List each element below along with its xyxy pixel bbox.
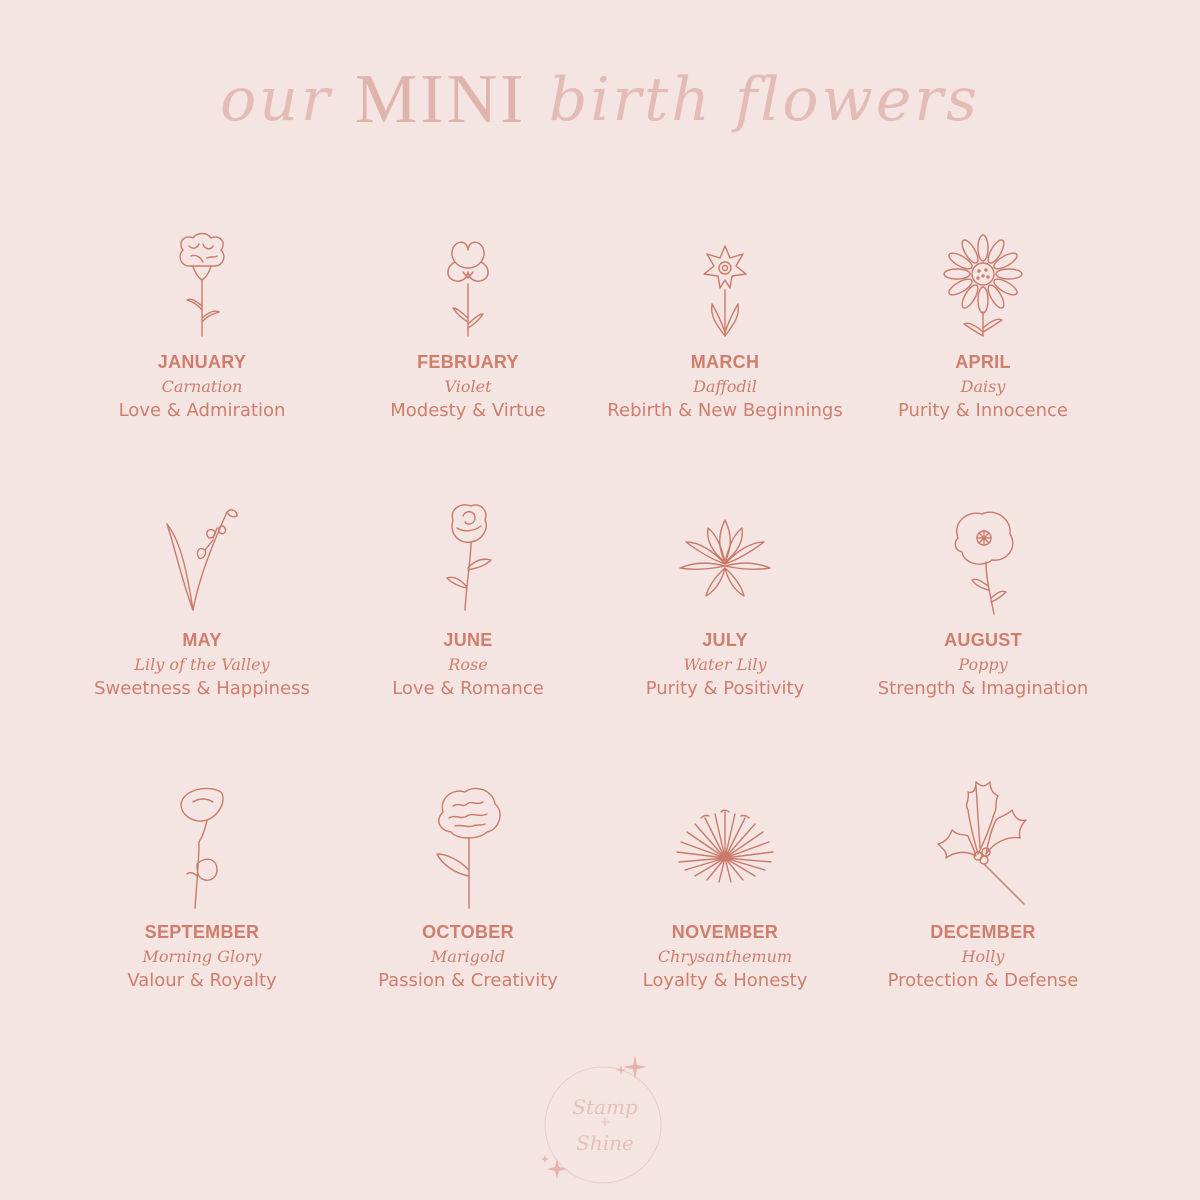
title-prefix: our — [220, 65, 333, 135]
flower-name: Morning Glory — [142, 947, 262, 966]
flower-card-september — [62, 780, 342, 991]
flower-meaning: Valour & Royalty — [127, 970, 277, 991]
flower-meaning: Modesty & Virtue — [390, 400, 546, 421]
flower-card-november — [585, 780, 865, 991]
month-label: MAY — [182, 630, 222, 650]
month-label: SEPTEMBER — [144, 922, 260, 942]
flower-name: Carnation — [161, 377, 243, 396]
rose-icon — [413, 498, 523, 618]
month-label: DECEMBER — [930, 922, 1036, 942]
water-lily-icon — [670, 498, 780, 618]
month-label: MARCH — [690, 352, 760, 372]
flower-meaning: Passion & Creativity — [378, 970, 558, 991]
logo-line1: Stamp — [572, 1095, 638, 1119]
month-label: AUGUST — [944, 630, 1022, 650]
flower-card-may — [62, 498, 342, 699]
violet-icon — [413, 228, 523, 340]
flower-meaning: Rebirth & New Beginnings — [607, 400, 843, 421]
lily-of-the-valley-icon — [147, 498, 257, 618]
poppy-icon — [928, 498, 1038, 618]
holly-icon — [928, 780, 1038, 910]
morning-glory-icon — [147, 780, 257, 910]
flower-meaning: Protection & Defense — [887, 970, 1079, 991]
flower-meaning: Purity & Positivity — [645, 678, 805, 699]
flower-meaning: Love & Admiration — [118, 400, 286, 421]
flower-card-february — [328, 228, 608, 421]
flower-card-august — [843, 498, 1123, 699]
title-emphasis: MINI — [355, 61, 527, 138]
flower-card-january — [62, 228, 342, 421]
daffodil-icon — [670, 228, 780, 340]
logo-line3: Shine — [576, 1131, 634, 1155]
month-label: NOVEMBER — [671, 922, 779, 942]
flower-card-december — [843, 780, 1123, 991]
month-label: JULY — [702, 630, 748, 650]
carnation-icon — [147, 228, 257, 340]
flower-name: Rose — [448, 655, 488, 674]
title-suffix: birth flowers — [548, 65, 980, 135]
flower-meaning: Purity & Innocence — [897, 400, 1069, 421]
brand-logo — [535, 1055, 675, 1190]
logo-line2: + — [599, 1115, 611, 1130]
flower-card-july — [585, 498, 865, 699]
month-label: OCTOBER — [422, 922, 514, 942]
chrysanthemum-icon — [670, 780, 780, 910]
flower-card-june — [328, 498, 608, 699]
flower-meaning: Loyalty & Honesty — [642, 970, 808, 991]
flower-name: Chrysanthemum — [657, 947, 793, 966]
flower-name: Lily of the Valley — [134, 655, 270, 674]
flower-meaning: Love & Romance — [392, 678, 544, 699]
flower-meaning: Sweetness & Happiness — [94, 678, 310, 699]
flower-name: Water Lily — [683, 655, 767, 674]
month-label: JUNE — [443, 630, 493, 650]
flower-card-april — [843, 228, 1123, 421]
flower-meaning: Strength & Imagination — [877, 678, 1089, 699]
daisy-icon — [928, 228, 1038, 340]
flower-card-march — [585, 228, 865, 421]
flower-name: Daffodil — [693, 377, 757, 396]
flower-card-october — [328, 780, 608, 991]
flower-name: Daisy — [960, 377, 1006, 396]
marigold-icon — [413, 780, 523, 910]
flower-name: Poppy — [958, 655, 1008, 674]
month-label: JANUARY — [157, 352, 247, 372]
month-label: APRIL — [955, 352, 1011, 372]
flower-name: Holly — [961, 947, 1005, 966]
flower-name: Violet — [444, 377, 492, 396]
flower-name: Marigold — [431, 947, 505, 966]
month-label: FEBRUARY — [417, 352, 519, 372]
page-title — [0, 60, 1200, 170]
